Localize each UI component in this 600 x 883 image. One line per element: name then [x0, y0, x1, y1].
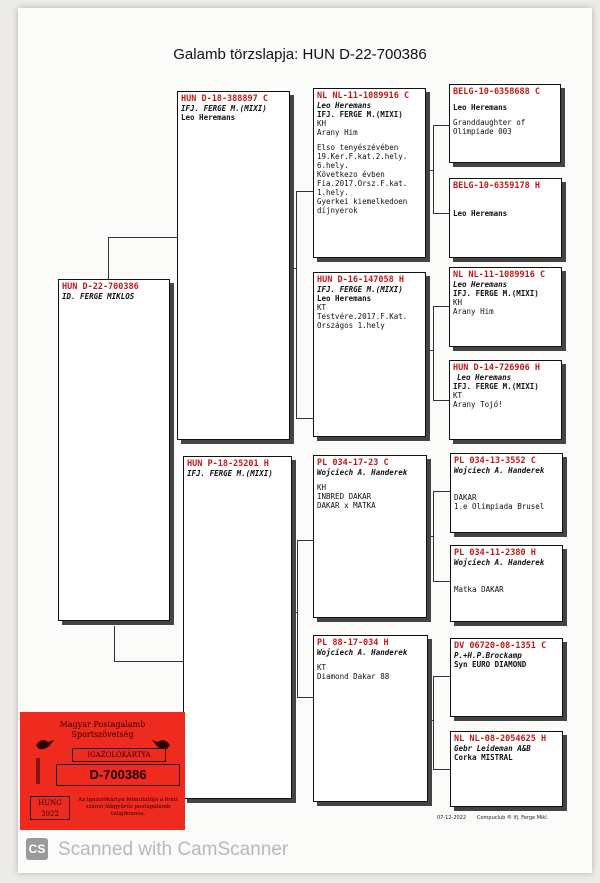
connector-line	[290, 268, 296, 269]
note-line: Elso tenyészévében	[317, 143, 399, 152]
connector-line	[426, 170, 433, 171]
connector-line	[114, 626, 115, 661]
dam-sire-box	[313, 455, 427, 618]
pigeon-name: Arany Him	[317, 128, 358, 137]
owner-name: Wojciech A. Handerek	[454, 466, 545, 475]
note-line: 6.hely.	[317, 161, 349, 170]
connector-line	[433, 125, 449, 126]
ring-number: HUN D-16-147058 H	[317, 275, 404, 285]
connector-line	[292, 612, 297, 613]
subject-pigeon-box	[58, 279, 170, 621]
breeder-name: Leo Heremans	[453, 280, 508, 289]
connector-line	[433, 400, 449, 401]
owner-name: IFJ. FERGE M.(MIXI)	[181, 104, 267, 113]
dam-dam-box	[313, 635, 428, 802]
ring-number: PL 034-11-2380 H	[454, 548, 536, 558]
breeder-name: Leo Heremans	[317, 101, 372, 110]
pigeon-name: Matka DAKAR	[454, 585, 504, 594]
connector-line	[433, 306, 449, 307]
note-line: Granddaughter of	[453, 118, 526, 127]
ring-number: BELG-10-6358688 C	[453, 87, 540, 97]
pigeon-name: Corka MISTRAL	[454, 753, 513, 762]
ring-number: PL 034-13-3552 C	[454, 456, 536, 466]
pigeon-name: Arany Tojó!	[453, 400, 503, 409]
sire-sire-dam-box	[449, 178, 562, 258]
owner-name: IFJ. FERGE M.(MIXI)	[317, 285, 403, 294]
color-code: KH	[453, 298, 463, 307]
owner-name: ID. FERGE MIKLOS	[62, 292, 135, 301]
breeder-name: Leo Heremans	[317, 294, 372, 303]
ring-number: HUN D-18-388897 C	[181, 94, 268, 104]
connector-line	[114, 661, 184, 662]
owner-name: IFJ. FERGE M.(MIXI)	[453, 289, 539, 298]
sire-dam-dam-box	[449, 360, 562, 440]
dam-sire-dam-box	[450, 545, 563, 622]
certificate-card	[20, 712, 185, 830]
breeder-name: Leo Heremans	[181, 113, 236, 122]
pigeon-name: DAKAR	[454, 493, 477, 502]
sire-dam-sire-box	[449, 267, 562, 347]
breeder-name: Leo Heremans	[457, 373, 512, 382]
owner-name: P.+H.P.Brockamp	[454, 651, 522, 660]
color-code: KH	[317, 119, 327, 128]
note-line: 1.hely.	[317, 188, 349, 197]
card-year-box: HUNG 2022	[30, 796, 70, 820]
sire-box	[177, 91, 290, 440]
page-title: Galamb törzslapja: HUN D-22-700386	[173, 46, 427, 63]
ring-number: HUN P-18-25201 H	[187, 459, 269, 469]
connector-line	[296, 418, 313, 419]
footer-date: 07-12-2022	[437, 815, 467, 821]
sire-sire-sire-box	[449, 84, 561, 163]
note-line: Testvére.2017.F.Kat.	[317, 312, 408, 321]
connector-line	[433, 491, 434, 581]
card-number: D-700386	[56, 764, 180, 786]
ring-number: NL NL-11-1089916 C	[317, 91, 410, 101]
dam-box	[183, 456, 292, 799]
connector-line	[433, 676, 434, 769]
owner-name: Wojciech A. Handerek	[454, 558, 545, 567]
ring-number: HUN D-22-700386	[62, 282, 139, 292]
connector-line	[433, 491, 450, 492]
connector-line	[433, 125, 434, 213]
dam-sire-sire-box	[450, 453, 563, 533]
organization-name: Magyar Postagalamb Sportszövetség	[59, 720, 146, 739]
dam-dam-dam-box	[450, 731, 563, 807]
connector-line	[108, 237, 180, 238]
ring-number: PL 88-17-034 H	[317, 638, 389, 648]
note-line: DAKAR x MATKA	[317, 501, 376, 510]
note-line: Olimpiade 003	[453, 127, 512, 136]
owner-name: IFJ. FERGE M.(MIXI)	[453, 382, 539, 391]
sire-sire-box	[313, 88, 426, 258]
connector-line	[297, 540, 313, 541]
card-note: Az igazolókártya felmutatója a fenti számú lábgyűrűs postagalamb tulajdonosa.	[78, 797, 178, 817]
footer-credit: Compuclub ® Ifj. Ferge Mikl.	[477, 815, 549, 821]
ring-number: DV 06720-08-1351 C	[454, 641, 547, 651]
note-line: Fia.2017.Orsz.F.kat.	[317, 179, 408, 188]
camscanner-logo-icon: CS	[26, 838, 48, 860]
connector-line	[433, 213, 449, 214]
pigeon-name: Arany Him	[453, 307, 494, 316]
stamp-mark-icon	[34, 758, 44, 784]
sire-dam-box	[313, 272, 426, 437]
note-line: díjnyerok	[317, 206, 358, 215]
card-label: IGAZOLÓKÁRTYA	[72, 748, 166, 762]
connector-line	[296, 191, 297, 418]
ring-number: HUN D-14-726906 H	[453, 363, 540, 373]
connector-line	[426, 350, 433, 351]
note-line: 1.e Olimpiada Brusel	[454, 502, 545, 511]
connector-line	[297, 697, 313, 698]
connector-line	[108, 237, 109, 280]
color-code: KT	[317, 663, 327, 672]
owner-name: Wojciech A. Handerek	[317, 468, 408, 477]
owner-name: Gebr Leideman A&B	[454, 744, 531, 753]
note-line: 19.Ker.F.kat.2.hely.	[317, 152, 408, 161]
color-code: KT	[453, 391, 463, 400]
connector-line	[433, 581, 450, 582]
owner-name: Wojciech A. Handerek	[317, 648, 408, 657]
scanner-watermark: Scanned with CamScanner	[58, 839, 289, 860]
connector-line	[297, 540, 298, 697]
connector-line	[433, 769, 450, 770]
ring-number: BELG-10-6359178 H	[453, 181, 540, 191]
connector-line	[296, 191, 313, 192]
ring-number: PL 034-17-23 C	[317, 458, 389, 468]
breeder-name: Leo Heremans	[453, 103, 508, 112]
ring-number: NL NL-11-1089916 C	[453, 270, 546, 280]
connector-line	[433, 306, 434, 400]
connector-line	[433, 676, 450, 677]
pigeon-name: Diamond Dakar 88	[317, 672, 390, 681]
note-line: INBRED DAKAR	[317, 492, 372, 501]
dam-dam-sire-box	[450, 638, 563, 717]
ring-number: NL NL-08-2054625 H	[454, 734, 547, 744]
owner-name: IFJ. FERGE M.(MIXI)	[317, 110, 403, 119]
connector-line	[428, 720, 433, 721]
note-line: Országos 1.hely	[317, 321, 385, 330]
pigeon-name: Syn EURO DIAMOND	[454, 660, 527, 669]
note-line: Gyerkei kiemelkedoen	[317, 197, 408, 206]
owner-name: IFJ. FERGE M.(MIXI)	[187, 469, 273, 478]
color-code: KH	[317, 483, 327, 492]
color-code: KT	[317, 303, 327, 312]
connector-line	[427, 536, 433, 537]
note-line: Következo évben	[317, 170, 385, 179]
breeder-name: Leo Heremans	[453, 209, 508, 218]
